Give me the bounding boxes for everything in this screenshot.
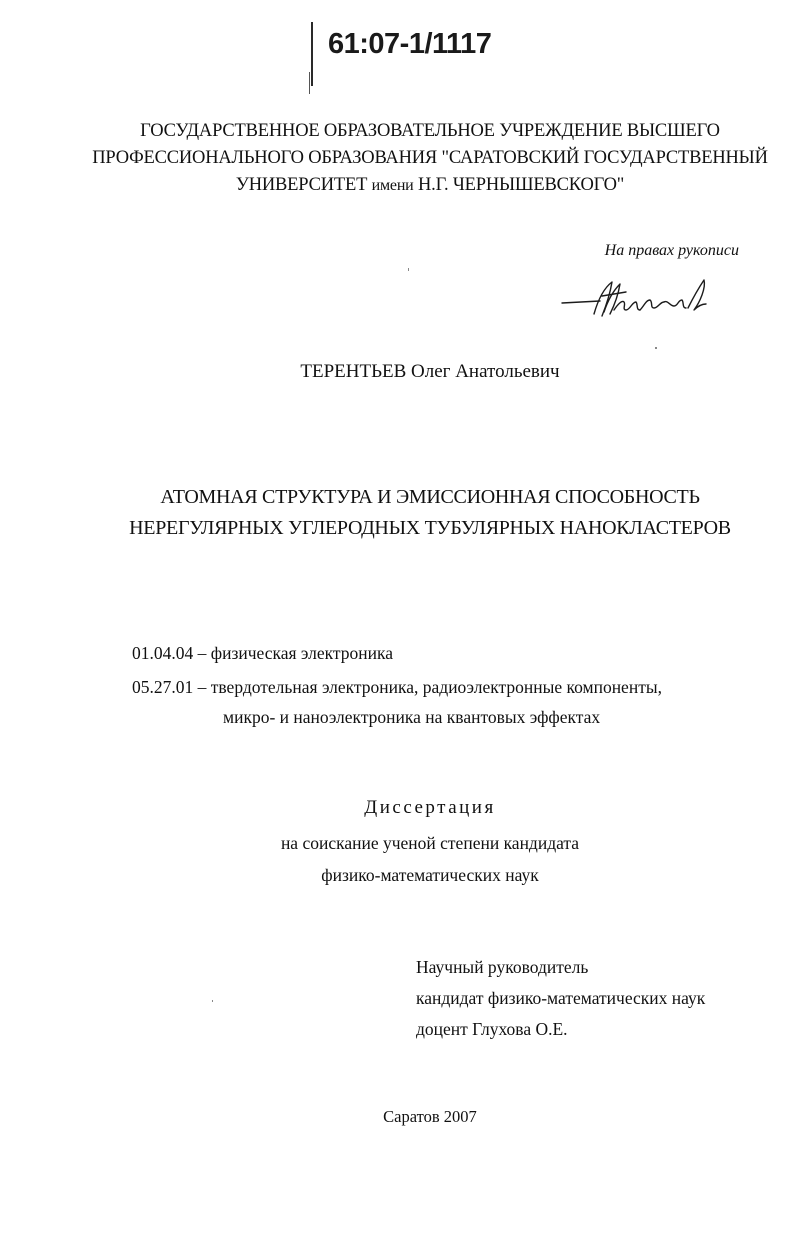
institution-named-after: имени <box>371 177 414 194</box>
title-line-2: НЕРЕГУЛЯРНЫХ УГЛЕРОДНЫХ ТУБУЛЯРНЫХ НАНОКЛАСТЕРОВ <box>129 517 731 539</box>
institution-university: УНИВЕРСИТЕТ <box>235 175 368 195</box>
title-line-1: АТОМНАЯ СТРУКТУРА И ЭМИССИОННАЯ СПОСОБНОСТЬ <box>160 486 700 508</box>
manuscript-rights-note: На правах рукописи <box>604 242 739 259</box>
city-and-year: Саратов 2007 <box>383 1107 477 1126</box>
document-type-heading: Диссертация <box>364 797 496 818</box>
stamp-vertical-bar-lower <box>309 72 310 94</box>
scan-speck <box>212 1000 213 1002</box>
institution-header <box>60 118 796 199</box>
degree-sought <box>0 827 796 891</box>
author-signature <box>560 270 720 330</box>
institution-line-2: ПРОФЕССИОНАЛЬНОГО ОБРАЗОВАНИЯ "САРАТОВСКИЙ ГОСУДАРСТВЕННЫЙ <box>92 148 768 168</box>
degree-line-1: на соискание ученой степени кандидата <box>280 833 580 853</box>
scan-speck <box>408 268 409 271</box>
institution-namesake: Н.Г. ЧЕРНЫШЕВСКОГО" <box>417 175 625 195</box>
specialty-2-continuation: микро- и наноэлектроника на квантовых эффектах <box>223 707 601 727</box>
advisor-role: Научный руководитель <box>416 957 589 977</box>
degree-line-2: физико-математических наук <box>321 865 539 885</box>
specialty-name: физическая электроника <box>210 643 393 663</box>
scientific-advisor <box>416 952 705 1045</box>
institution-line-1: ГОСУДАРСТВЕННОЕ ОБРАЗОВАТЕЛЬНОЕ УЧРЕЖДЕНИЕ ВЫСШЕГО <box>140 121 720 141</box>
stamp-vertical-bar <box>311 22 313 86</box>
specialty-1: 01.04.04 – физическая электроника <box>132 643 393 663</box>
scan-speck <box>655 347 657 349</box>
institution-line-3 <box>60 172 796 199</box>
advisor-name: доцент Глухова О.Е. <box>416 1019 568 1039</box>
dissertation-title <box>0 482 796 544</box>
library-stamp-code: 61:07-1/1117 <box>328 28 492 60</box>
advisor-degree: кандидат физико-математических наук <box>416 988 706 1008</box>
specialty-2: 05.27.01 – твердотельная электроника, радиоэлектронные компоненты, <box>132 677 662 697</box>
specialty-name: твердотельная электроника, радиоэлектронные компоненты, <box>210 677 662 697</box>
author-name: ТЕРЕНТЬЕВ Олег Анатольевич <box>300 361 560 382</box>
specialty-code: 05.27.01 <box>132 677 194 697</box>
specialty-code: 01.04.04 <box>132 643 194 663</box>
